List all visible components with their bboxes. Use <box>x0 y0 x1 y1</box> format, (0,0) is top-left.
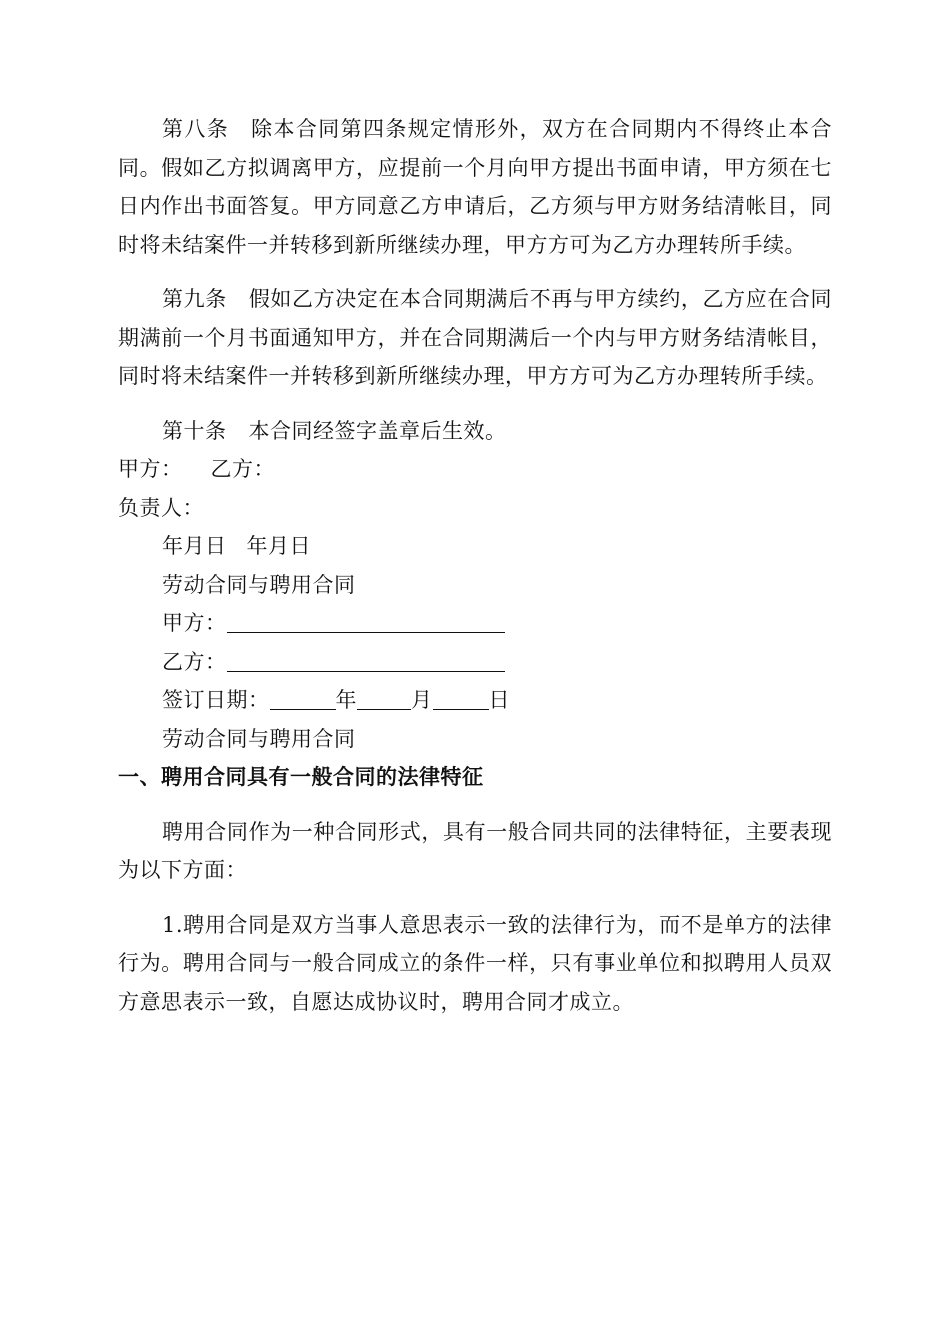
intro-paragraph: 聘用合同作为一种合同形式，具有一般合同共同的法律特征，主要表现为以下方面： <box>118 819 832 882</box>
year-unit: 年 <box>335 688 357 712</box>
article-10-label: 第十条 <box>162 418 227 443</box>
article-9-label: 第九条 <box>162 287 227 311</box>
point-1-paragraph: 1.聘用合同是双方当事人意思表示一致的法律行为，而不是单方的法律行为。聘用合同与一般合同成立的条件一样，只有事业单位和拟聘用人员双方意思表示一致，自愿达成协议时，聘用合同才成立。 <box>118 912 832 1014</box>
date-b: 年月日 <box>246 534 311 558</box>
article-8 <box>118 110 832 264</box>
sign-date-line <box>118 681 832 720</box>
month-blank <box>357 687 411 710</box>
signature-dates <box>118 527 832 566</box>
party-a-label: 甲方： <box>162 611 227 635</box>
article-9-text: 假如乙方决定在本合同期满后不再与甲方续约，乙方应在合同期满前一个月书面通知甲方，并在合同期满后一个内与甲方财务结清帐目，同时将未结案件一并转移到新所继续办理，甲方方可为乙方办理转所手续。 <box>118 287 832 388</box>
year-blank <box>270 687 336 710</box>
party-a-blank <box>227 610 505 633</box>
party-a-line <box>118 604 832 643</box>
contract-title-2: 劳动合同与聘用合同 <box>162 726 356 751</box>
article-8-text: 除本合同第四条规定情形外，双方在合同期内不得终止本合同。假如乙方拟调离甲方，应提前一个月向甲方提出书面申请，甲方须在七日内作出书面答复。甲方同意乙方申请后，乙方须与甲方财务结清帐目，同时将未结案件一并转移到新所继续办理，甲方方可为乙方办理转所手续。 <box>118 117 832 257</box>
date-a: 年月日 <box>162 534 227 558</box>
month-unit: 月 <box>411 688 433 712</box>
contract-title-1: 劳动合同与聘用合同 <box>162 572 356 597</box>
signature-party-a: 甲方： <box>118 457 183 481</box>
signature-parties <box>118 450 832 489</box>
section-heading: 一、聘用合同具有一般合同的法律特征 <box>118 765 484 789</box>
signature-party-b: 乙方： <box>210 457 275 481</box>
party-b-line <box>118 643 832 682</box>
party-b-blank <box>227 649 505 672</box>
article-10-text: 本合同经签字盖章后生效。 <box>248 418 507 443</box>
article-8-label: 第八条 <box>162 117 230 141</box>
day-unit: 日 <box>488 688 510 712</box>
day-blank <box>433 687 489 710</box>
article-9 <box>118 280 832 396</box>
sign-date-label: 签订日期： <box>162 688 270 712</box>
article-10 <box>118 412 832 451</box>
party-b-label: 乙方： <box>162 649 227 674</box>
signature-person: 负责人： <box>118 495 204 520</box>
